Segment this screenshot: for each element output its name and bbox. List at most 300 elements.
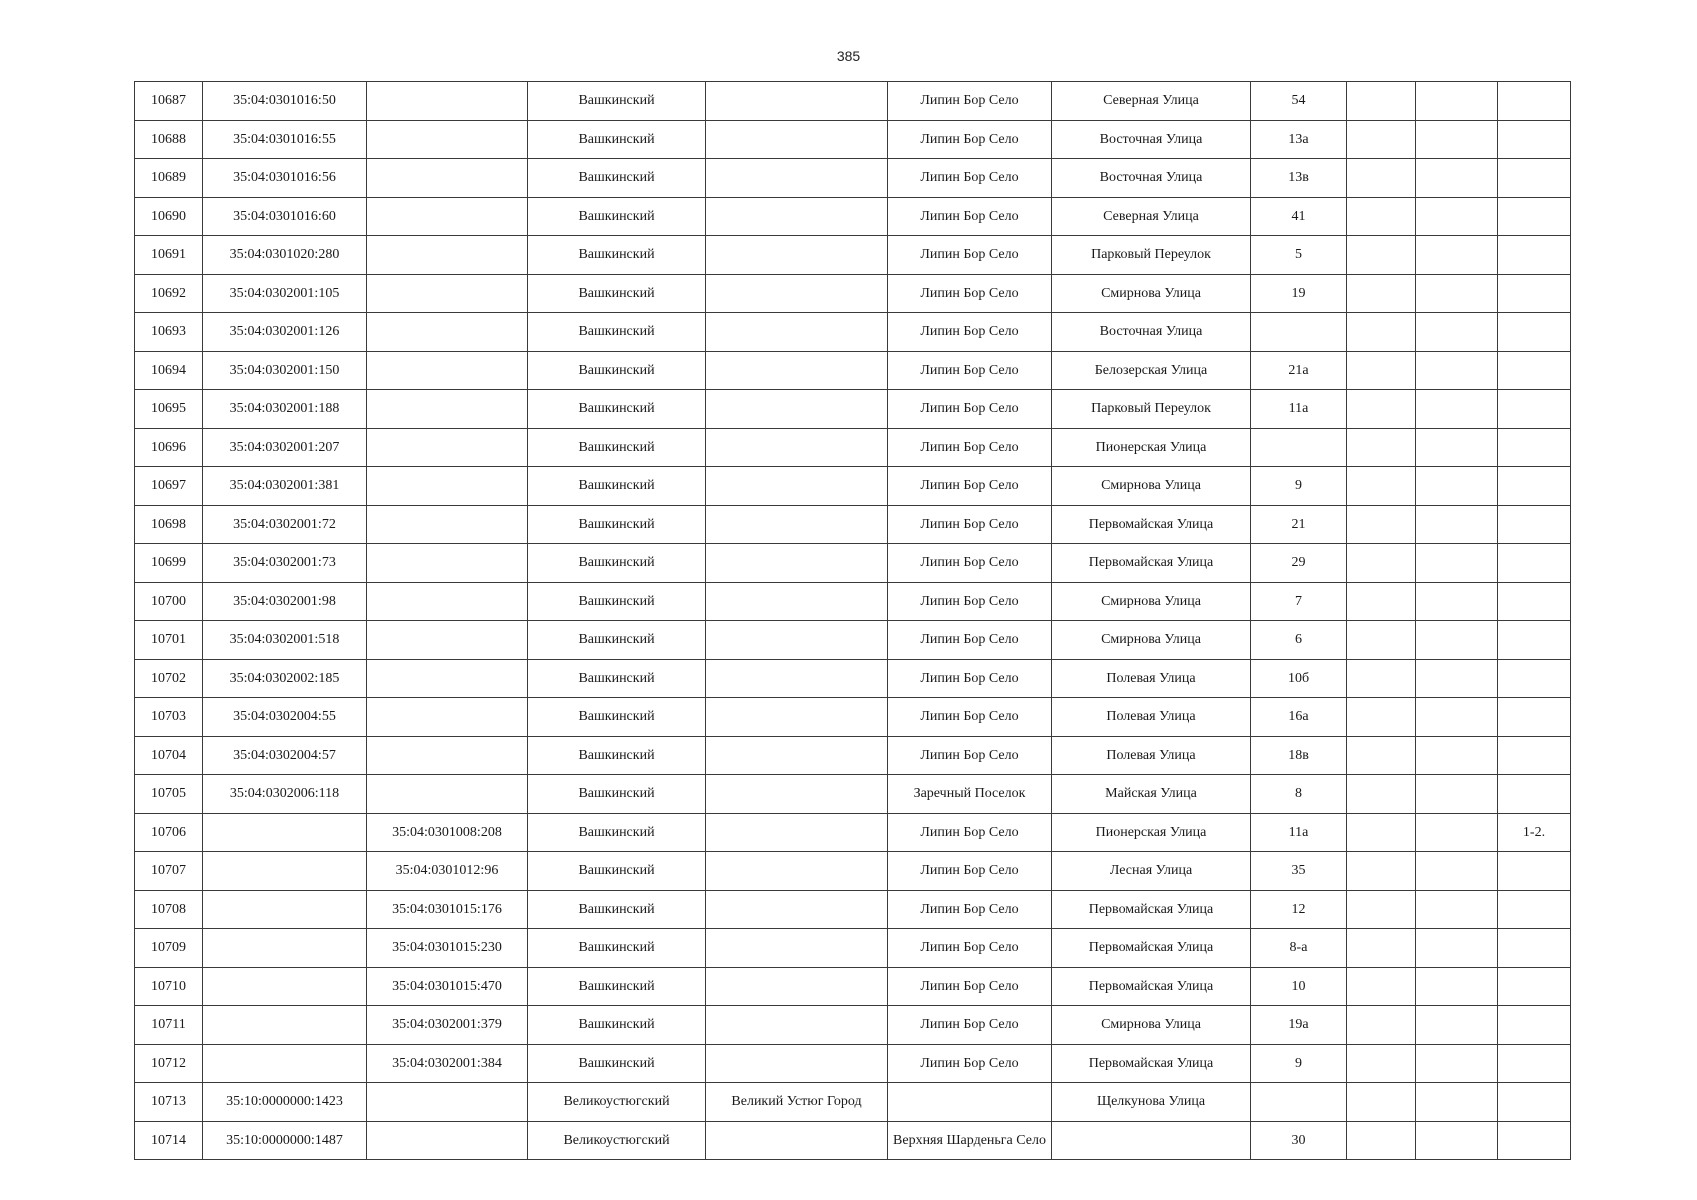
table-row — [135, 351, 1571, 390]
district-cell: Вашкинский — [528, 698, 706, 737]
table-body — [135, 82, 1571, 1160]
cadastral-number-cell: 35:04:0302001:105 — [203, 274, 367, 313]
cadastral-number-cell: 35:04:0302001:207 — [203, 428, 367, 467]
settlement-cell: Липин Бор Село — [888, 120, 1052, 159]
settlement-cell: Липин Бор Село — [888, 82, 1052, 121]
note-cell — [1498, 582, 1571, 621]
street-cell: Полевая Улица — [1052, 698, 1251, 737]
cadastral-number-alt-cell — [367, 582, 528, 621]
street-cell: Белозерская Улица — [1052, 351, 1251, 390]
settlement-cell — [888, 1083, 1052, 1122]
street-cell: Смирнова Улица — [1052, 467, 1251, 506]
city-cell — [706, 428, 888, 467]
settlement-cell: Липин Бор Село — [888, 428, 1052, 467]
street-cell: Первомайская Улица — [1052, 929, 1251, 968]
table-row — [135, 621, 1571, 660]
district-cell: Вашкинский — [528, 236, 706, 275]
note-cell — [1498, 621, 1571, 660]
note-cell — [1498, 313, 1571, 352]
city-cell — [706, 236, 888, 275]
settlement-cell: Липин Бор Село — [888, 1006, 1052, 1045]
street-cell: Пионерская Улица — [1052, 813, 1251, 852]
extra-cell-2 — [1416, 351, 1498, 390]
table-row — [135, 736, 1571, 775]
settlement-cell: Липин Бор Село — [888, 659, 1052, 698]
cadastral-number-alt-cell — [367, 197, 528, 236]
district-cell: Вашкинский — [528, 159, 706, 198]
note-cell — [1498, 467, 1571, 506]
settlement-cell: Липин Бор Село — [888, 929, 1052, 968]
city-cell — [706, 390, 888, 429]
table-row — [135, 236, 1571, 275]
extra-cell-1 — [1347, 582, 1416, 621]
extra-cell-1 — [1347, 236, 1416, 275]
house-number-cell: 10 — [1251, 967, 1347, 1006]
district-cell: Вашкинский — [528, 544, 706, 583]
cadastral-number-cell: 35:04:0302001:188 — [203, 390, 367, 429]
record-number-cell: 10699 — [135, 544, 203, 583]
house-number-cell: 8-а — [1251, 929, 1347, 968]
table-row — [135, 813, 1571, 852]
street-cell: Восточная Улица — [1052, 120, 1251, 159]
record-number-cell: 10688 — [135, 120, 203, 159]
street-cell: Первомайская Улица — [1052, 967, 1251, 1006]
house-number-cell: 10б — [1251, 659, 1347, 698]
city-cell — [706, 467, 888, 506]
cadastral-number-alt-cell — [367, 82, 528, 121]
street-cell: Первомайская Улица — [1052, 1044, 1251, 1083]
record-number-cell: 10713 — [135, 1083, 203, 1122]
house-number-cell: 19 — [1251, 274, 1347, 313]
settlement-cell: Липин Бор Село — [888, 813, 1052, 852]
city-cell — [706, 967, 888, 1006]
house-number-cell: 8 — [1251, 775, 1347, 814]
extra-cell-2 — [1416, 274, 1498, 313]
note-cell — [1498, 505, 1571, 544]
record-number-cell: 10710 — [135, 967, 203, 1006]
house-number-cell: 6 — [1251, 621, 1347, 660]
settlement-cell: Липин Бор Село — [888, 1044, 1052, 1083]
cadastral-number-alt-cell — [367, 736, 528, 775]
extra-cell-1 — [1347, 351, 1416, 390]
table-row — [135, 698, 1571, 737]
district-cell: Вашкинский — [528, 929, 706, 968]
note-cell — [1498, 736, 1571, 775]
city-cell — [706, 582, 888, 621]
extra-cell-2 — [1416, 82, 1498, 121]
cadastral-number-cell — [203, 890, 367, 929]
district-cell: Вашкинский — [528, 890, 706, 929]
note-cell — [1498, 929, 1571, 968]
street-cell: Парковый Переулок — [1052, 236, 1251, 275]
table-row — [135, 1083, 1571, 1122]
city-cell — [706, 659, 888, 698]
street-cell: Первомайская Улица — [1052, 890, 1251, 929]
settlement-cell: Липин Бор Село — [888, 890, 1052, 929]
note-cell — [1498, 274, 1571, 313]
extra-cell-2 — [1416, 621, 1498, 660]
settlement-cell: Липин Бор Село — [888, 582, 1052, 621]
city-cell: Великий Устюг Город — [706, 1083, 888, 1122]
street-cell: Восточная Улица — [1052, 159, 1251, 198]
extra-cell-1 — [1347, 775, 1416, 814]
record-number-cell: 10705 — [135, 775, 203, 814]
house-number-cell: 18в — [1251, 736, 1347, 775]
district-cell: Вашкинский — [528, 120, 706, 159]
district-cell: Вашкинский — [528, 775, 706, 814]
table-row — [135, 313, 1571, 352]
table-row — [135, 967, 1571, 1006]
cadastral-number-alt-cell: 35:04:0301015:176 — [367, 890, 528, 929]
table-row — [135, 274, 1571, 313]
city-cell — [706, 544, 888, 583]
house-number-cell: 11а — [1251, 390, 1347, 429]
settlement-cell: Липин Бор Село — [888, 159, 1052, 198]
district-cell: Вашкинский — [528, 467, 706, 506]
cadastral-number-alt-cell — [367, 659, 528, 698]
table-row — [135, 197, 1571, 236]
cadastral-number-alt-cell — [367, 467, 528, 506]
settlement-cell: Липин Бор Село — [888, 505, 1052, 544]
house-number-cell: 30 — [1251, 1121, 1347, 1160]
settlement-cell: Липин Бор Село — [888, 390, 1052, 429]
record-number-cell: 10691 — [135, 236, 203, 275]
note-cell — [1498, 351, 1571, 390]
city-cell — [706, 621, 888, 660]
house-number-cell: 35 — [1251, 852, 1347, 891]
record-number-cell: 10692 — [135, 274, 203, 313]
street-cell: Щелкунова Улица — [1052, 1083, 1251, 1122]
district-cell: Великоустюгский — [528, 1121, 706, 1160]
house-number-cell: 9 — [1251, 1044, 1347, 1083]
house-number-cell: 21 — [1251, 505, 1347, 544]
extra-cell-2 — [1416, 813, 1498, 852]
district-cell: Вашкинский — [528, 1044, 706, 1083]
cadastral-number-cell — [203, 852, 367, 891]
note-cell — [1498, 698, 1571, 737]
table-row — [135, 929, 1571, 968]
extra-cell-2 — [1416, 236, 1498, 275]
cadastral-number-cell: 35:04:0302001:73 — [203, 544, 367, 583]
extra-cell-1 — [1347, 929, 1416, 968]
extra-cell-1 — [1347, 467, 1416, 506]
note-cell — [1498, 852, 1571, 891]
house-number-cell: 12 — [1251, 890, 1347, 929]
extra-cell-1 — [1347, 736, 1416, 775]
cadastral-number-alt-cell: 35:04:0302001:379 — [367, 1006, 528, 1045]
district-cell: Вашкинский — [528, 736, 706, 775]
note-cell — [1498, 659, 1571, 698]
extra-cell-1 — [1347, 82, 1416, 121]
cadastral-number-cell: 35:04:0302001:381 — [203, 467, 367, 506]
record-number-cell: 10694 — [135, 351, 203, 390]
city-cell — [706, 1006, 888, 1045]
city-cell — [706, 736, 888, 775]
street-cell: Пионерская Улица — [1052, 428, 1251, 467]
city-cell — [706, 813, 888, 852]
record-number-cell: 10690 — [135, 197, 203, 236]
extra-cell-2 — [1416, 1044, 1498, 1083]
cadastral-number-alt-cell — [367, 351, 528, 390]
extra-cell-2 — [1416, 1006, 1498, 1045]
cadastral-number-alt-cell — [367, 236, 528, 275]
extra-cell-1 — [1347, 544, 1416, 583]
settlement-cell: Липин Бор Село — [888, 467, 1052, 506]
house-number-cell: 13а — [1251, 120, 1347, 159]
note-cell — [1498, 120, 1571, 159]
settlement-cell: Липин Бор Село — [888, 197, 1052, 236]
house-number-cell: 7 — [1251, 582, 1347, 621]
cadastral-number-alt-cell: 35:04:0301008:208 — [367, 813, 528, 852]
cadastral-number-alt-cell — [367, 274, 528, 313]
house-number-cell — [1251, 1083, 1347, 1122]
table-row — [135, 775, 1571, 814]
registry-table — [134, 81, 1571, 1160]
district-cell: Вашкинский — [528, 621, 706, 660]
extra-cell-2 — [1416, 929, 1498, 968]
street-cell: Лесная Улица — [1052, 852, 1251, 891]
table-row — [135, 544, 1571, 583]
cadastral-number-cell: 35:10:0000000:1487 — [203, 1121, 367, 1160]
cadastral-number-cell — [203, 929, 367, 968]
extra-cell-2 — [1416, 659, 1498, 698]
record-number-cell: 10697 — [135, 467, 203, 506]
extra-cell-1 — [1347, 313, 1416, 352]
house-number-cell — [1251, 313, 1347, 352]
settlement-cell: Липин Бор Село — [888, 736, 1052, 775]
note-cell — [1498, 967, 1571, 1006]
record-number-cell: 10709 — [135, 929, 203, 968]
extra-cell-1 — [1347, 967, 1416, 1006]
extra-cell-1 — [1347, 659, 1416, 698]
district-cell: Вашкинский — [528, 659, 706, 698]
settlement-cell: Липин Бор Село — [888, 313, 1052, 352]
extra-cell-2 — [1416, 698, 1498, 737]
record-number-cell: 10707 — [135, 852, 203, 891]
district-cell: Вашкинский — [528, 313, 706, 352]
cadastral-number-cell: 35:04:0302006:118 — [203, 775, 367, 814]
street-cell: Смирнова Улица — [1052, 621, 1251, 660]
extra-cell-2 — [1416, 467, 1498, 506]
settlement-cell: Липин Бор Село — [888, 967, 1052, 1006]
cadastral-number-alt-cell — [367, 621, 528, 660]
extra-cell-2 — [1416, 505, 1498, 544]
table-row — [135, 120, 1571, 159]
house-number-cell: 13в — [1251, 159, 1347, 198]
district-cell: Вашкинский — [528, 428, 706, 467]
house-number-cell: 54 — [1251, 82, 1347, 121]
cadastral-number-cell: 35:04:0302001:150 — [203, 351, 367, 390]
cadastral-number-cell: 35:04:0301020:280 — [203, 236, 367, 275]
note-cell — [1498, 775, 1571, 814]
note-cell — [1498, 890, 1571, 929]
street-cell: Восточная Улица — [1052, 313, 1251, 352]
street-cell: Майская Улица — [1052, 775, 1251, 814]
record-number-cell: 10714 — [135, 1121, 203, 1160]
city-cell — [706, 274, 888, 313]
settlement-cell: Липин Бор Село — [888, 544, 1052, 583]
note-cell — [1498, 1083, 1571, 1122]
extra-cell-2 — [1416, 390, 1498, 429]
district-cell: Вашкинский — [528, 582, 706, 621]
city-cell — [706, 197, 888, 236]
cadastral-number-cell — [203, 967, 367, 1006]
cadastral-number-cell: 35:10:0000000:1423 — [203, 1083, 367, 1122]
record-number-cell: 10701 — [135, 621, 203, 660]
cadastral-number-alt-cell: 35:04:0301012:96 — [367, 852, 528, 891]
extra-cell-1 — [1347, 1083, 1416, 1122]
cadastral-number-alt-cell — [367, 698, 528, 737]
cadastral-number-cell: 35:04:0302004:55 — [203, 698, 367, 737]
extra-cell-2 — [1416, 1121, 1498, 1160]
note-cell: 1-2. — [1498, 813, 1571, 852]
house-number-cell — [1251, 428, 1347, 467]
table-row — [135, 1121, 1571, 1160]
city-cell — [706, 159, 888, 198]
house-number-cell: 9 — [1251, 467, 1347, 506]
city-cell — [706, 852, 888, 891]
note-cell — [1498, 428, 1571, 467]
extra-cell-1 — [1347, 1121, 1416, 1160]
table-row — [135, 1044, 1571, 1083]
record-number-cell: 10696 — [135, 428, 203, 467]
note-cell — [1498, 1006, 1571, 1045]
extra-cell-2 — [1416, 736, 1498, 775]
record-number-cell: 10700 — [135, 582, 203, 621]
cadastral-number-cell: 35:04:0301016:55 — [203, 120, 367, 159]
extra-cell-1 — [1347, 428, 1416, 467]
record-number-cell: 10689 — [135, 159, 203, 198]
district-cell: Вашкинский — [528, 813, 706, 852]
extra-cell-1 — [1347, 852, 1416, 891]
record-number-cell: 10702 — [135, 659, 203, 698]
cadastral-number-cell: 35:04:0302001:518 — [203, 621, 367, 660]
settlement-cell: Липин Бор Село — [888, 698, 1052, 737]
extra-cell-2 — [1416, 544, 1498, 583]
extra-cell-1 — [1347, 274, 1416, 313]
cadastral-number-alt-cell — [367, 428, 528, 467]
district-cell: Вашкинский — [528, 505, 706, 544]
note-cell — [1498, 236, 1571, 275]
note-cell — [1498, 1121, 1571, 1160]
district-cell: Вашкинский — [528, 274, 706, 313]
page-number: 385 — [836, 48, 861, 64]
extra-cell-2 — [1416, 852, 1498, 891]
note-cell — [1498, 82, 1571, 121]
house-number-cell: 16а — [1251, 698, 1347, 737]
note-cell — [1498, 544, 1571, 583]
note-cell — [1498, 197, 1571, 236]
city-cell — [706, 120, 888, 159]
record-number-cell: 10704 — [135, 736, 203, 775]
settlement-cell: Липин Бор Село — [888, 351, 1052, 390]
table-row — [135, 1006, 1571, 1045]
extra-cell-1 — [1347, 890, 1416, 929]
district-cell: Вашкинский — [528, 1006, 706, 1045]
district-cell: Вашкинский — [528, 197, 706, 236]
record-number-cell: 10712 — [135, 1044, 203, 1083]
street-cell — [1052, 1121, 1251, 1160]
extra-cell-1 — [1347, 1006, 1416, 1045]
note-cell — [1498, 390, 1571, 429]
extra-cell-1 — [1347, 505, 1416, 544]
note-cell — [1498, 1044, 1571, 1083]
house-number-cell: 11а — [1251, 813, 1347, 852]
street-cell: Смирнова Улица — [1052, 582, 1251, 621]
cadastral-number-alt-cell — [367, 544, 528, 583]
extra-cell-1 — [1347, 120, 1416, 159]
extra-cell-2 — [1416, 120, 1498, 159]
extra-cell-1 — [1347, 1044, 1416, 1083]
street-cell: Первомайская Улица — [1052, 505, 1251, 544]
street-cell: Смирнова Улица — [1052, 274, 1251, 313]
record-number-cell: 10698 — [135, 505, 203, 544]
cadastral-number-cell — [203, 813, 367, 852]
cadastral-number-cell — [203, 1006, 367, 1045]
district-cell: Вашкинский — [528, 351, 706, 390]
settlement-cell: Заречный Поселок — [888, 775, 1052, 814]
city-cell — [706, 82, 888, 121]
extra-cell-2 — [1416, 775, 1498, 814]
street-cell: Парковый Переулок — [1052, 390, 1251, 429]
extra-cell-1 — [1347, 159, 1416, 198]
extra-cell-2 — [1416, 967, 1498, 1006]
district-cell: Вашкинский — [528, 390, 706, 429]
extra-cell-2 — [1416, 1083, 1498, 1122]
city-cell — [706, 698, 888, 737]
settlement-cell: Липин Бор Село — [888, 274, 1052, 313]
street-cell: Полевая Улица — [1052, 659, 1251, 698]
extra-cell-1 — [1347, 698, 1416, 737]
cadastral-number-cell — [203, 1044, 367, 1083]
record-number-cell: 10703 — [135, 698, 203, 737]
house-number-cell: 29 — [1251, 544, 1347, 583]
house-number-cell: 19а — [1251, 1006, 1347, 1045]
city-cell — [706, 351, 888, 390]
street-cell: Полевая Улица — [1052, 736, 1251, 775]
extra-cell-1 — [1347, 390, 1416, 429]
city-cell — [706, 890, 888, 929]
cadastral-number-alt-cell — [367, 390, 528, 429]
extra-cell-2 — [1416, 582, 1498, 621]
table-row — [135, 852, 1571, 891]
extra-cell-1 — [1347, 621, 1416, 660]
extra-cell-2 — [1416, 428, 1498, 467]
cadastral-number-alt-cell: 35:04:0301015:470 — [367, 967, 528, 1006]
city-cell — [706, 313, 888, 352]
street-cell: Северная Улица — [1052, 82, 1251, 121]
extra-cell-1 — [1347, 813, 1416, 852]
table-row — [135, 428, 1571, 467]
cadastral-number-cell: 35:04:0301016:60 — [203, 197, 367, 236]
note-cell — [1498, 159, 1571, 198]
cadastral-number-alt-cell — [367, 159, 528, 198]
street-cell: Смирнова Улица — [1052, 1006, 1251, 1045]
cadastral-number-alt-cell — [367, 1083, 528, 1122]
cadastral-number-cell: 35:04:0301016:50 — [203, 82, 367, 121]
table-row — [135, 390, 1571, 429]
record-number-cell: 10687 — [135, 82, 203, 121]
extra-cell-2 — [1416, 890, 1498, 929]
cadastral-number-alt-cell: 35:04:0301015:230 — [367, 929, 528, 968]
city-cell — [706, 929, 888, 968]
cadastral-number-cell: 35:04:0302002:185 — [203, 659, 367, 698]
cadastral-number-alt-cell — [367, 120, 528, 159]
cadastral-number-cell: 35:04:0302001:126 — [203, 313, 367, 352]
cadastral-number-cell: 35:04:0302001:72 — [203, 505, 367, 544]
extra-cell-1 — [1347, 197, 1416, 236]
extra-cell-2 — [1416, 197, 1498, 236]
